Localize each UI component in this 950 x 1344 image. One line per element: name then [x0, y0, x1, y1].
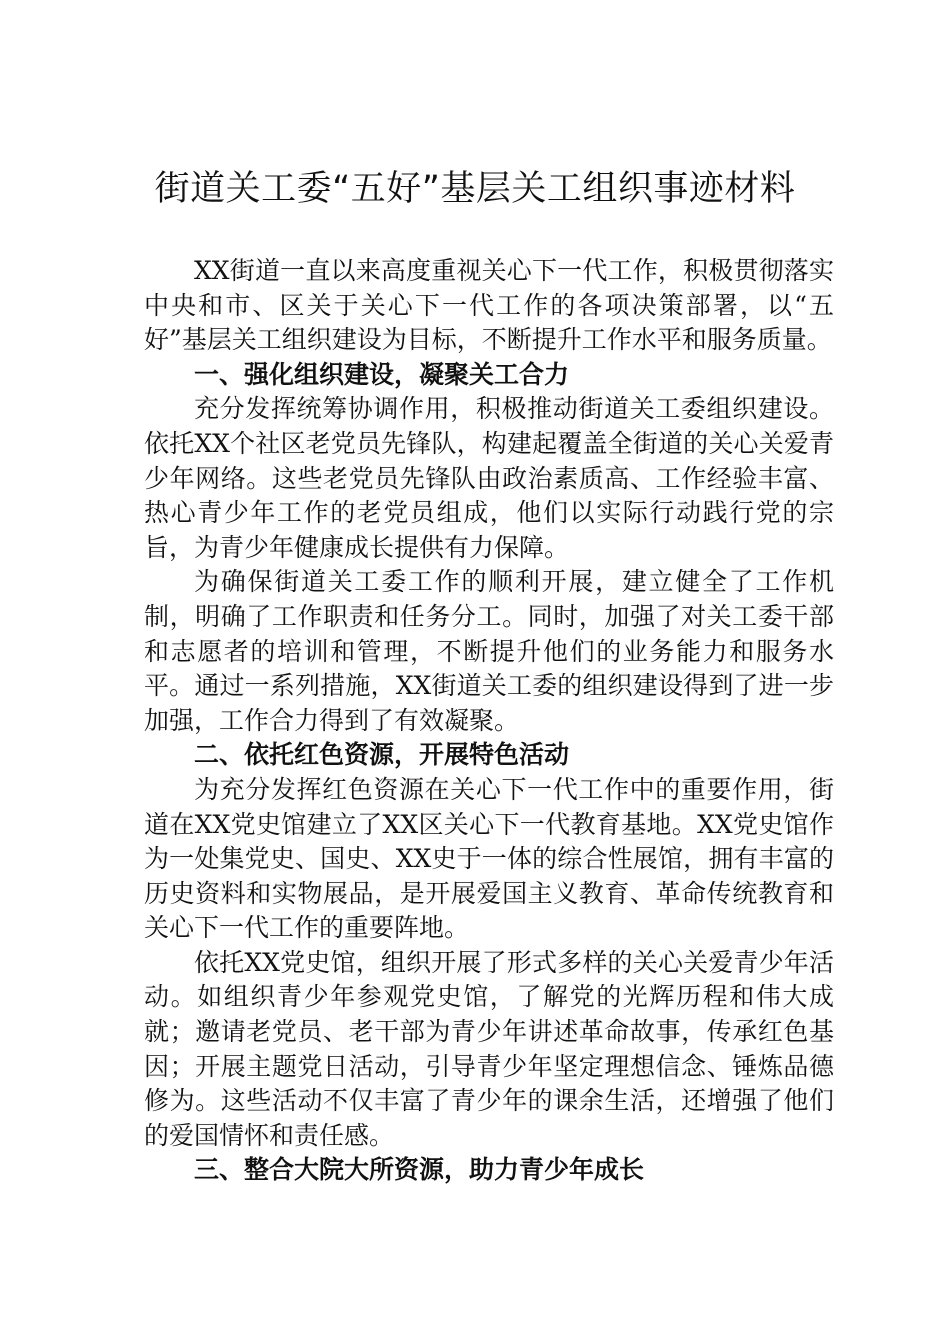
- section-heading-2: 二、依托红色资源，开展特色活动: [194, 740, 570, 770]
- section-1-paragraph-1: 充分发挥统筹协调作用，积极推动街道关工委组织建设。依托XX个社区老党员先锋队，构建起覆盖全街道的关心关爱青少年网络。这些老党员先锋队由政治素质高、工作经验丰富、热心青少年工作的老党员组成，他们以实际行动践行党的宗旨，为青少年健康成长提供有力保障。: [144, 394, 834, 562]
- section-1-paragraph-2: 为确保街道关工委工作的顺利开展，建立健全了工作机制，明确了工作职责和任务分工。同时，加强了对关工委干部和志愿者的培训和管理，不断提升他们的业务能力和服务水平。通过一系列措施，XX街道关工委的组织建设得到了进一步加强，工作合力得到了有效凝聚。: [144, 567, 834, 735]
- section-2-paragraph-2: 依托XX党史馆，组织开展了形式多样的关心关爱青少年活动。如组织青少年参观党史馆，了解党的光辉历程和伟大成就；邀请老党员、老干部为青少年讲述革命故事，传承红色基因；开展主题党日活动，引导青少年坚定理想信念、锤炼品德修为。这些活动不仅丰富了青少年的课余生活，还增强了他们的爱国情怀和责任感。: [144, 947, 834, 1150]
- section-heading-3: 三、整合大院大所资源，助力青少年成长: [194, 1155, 645, 1185]
- section-heading-1: 一、强化组织建设，凝聚关工合力: [194, 359, 570, 389]
- section-2-paragraph-1: 为充分发挥红色资源在关心下一代工作中的重要作用，街道在XX党史馆建立了XX区关心下一代教育基地。XX党史馆作为一处集党史、国史、XX史于一体的综合性展馆，拥有丰富的历史资料和实物展品，是开展爱国主义教育、革命传统教育和关心下一代工作的重要阵地。: [144, 774, 834, 943]
- document-body: [144, 254, 834, 1188]
- intro-paragraph: XX街道一直以来高度重视关心下一代工作，积极贯彻落实中央和市、区关于关心下一代工作的各项决策部署，以“五好”基层关工组织建设为目标，不断提升工作水平和服务质量。: [144, 256, 834, 355]
- document-title: 街道关工委“五好”基层关工组织事迹材料: [154, 169, 796, 209]
